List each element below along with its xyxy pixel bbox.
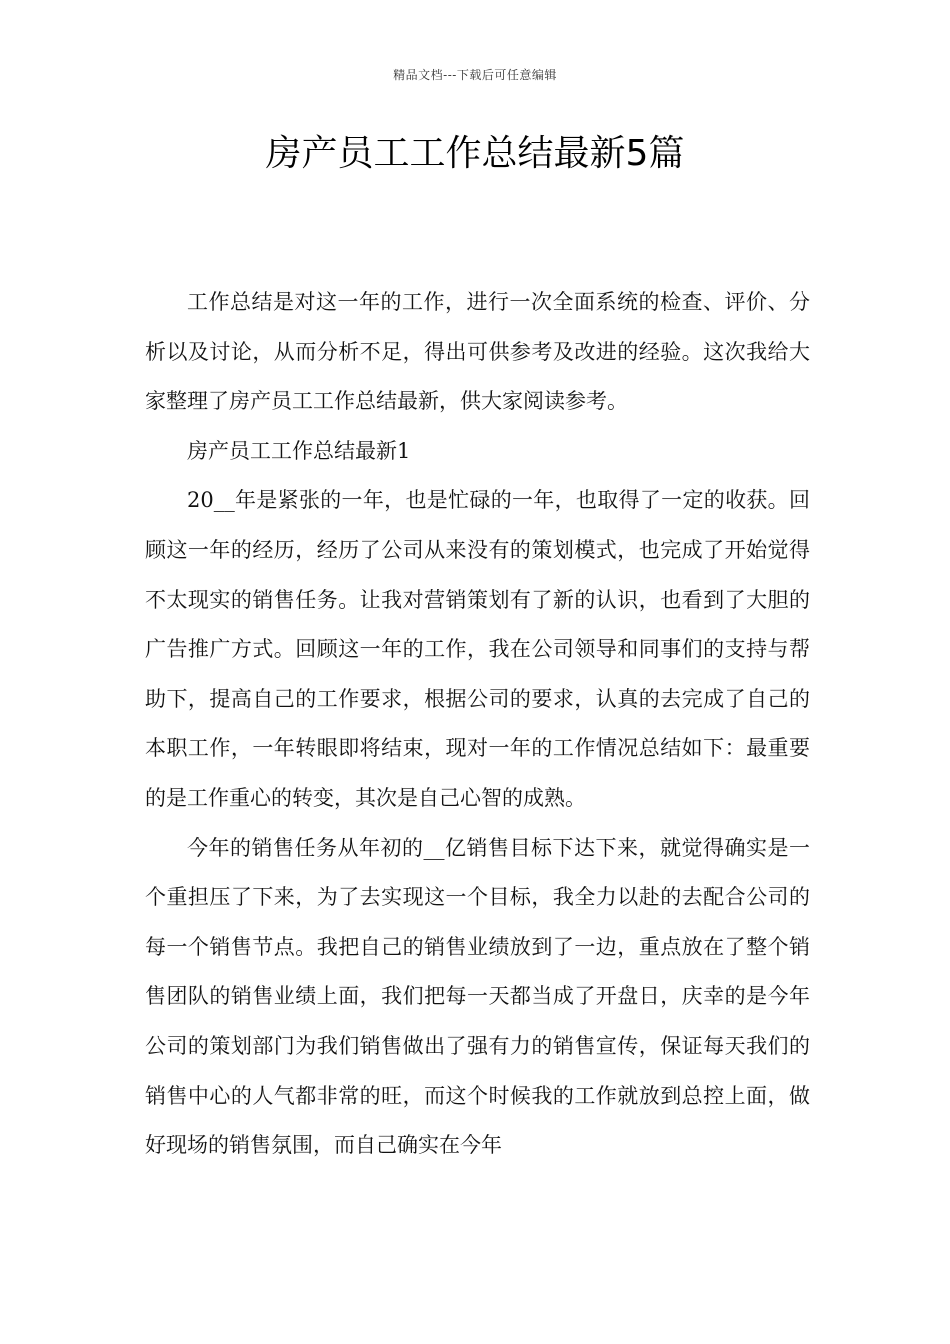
document-title: 房产员工工作总结最新5篇 (265, 133, 685, 174)
body-paragraph: 今年的销售任务从年初的__亿销售目标下达下来，就觉得确实是一个重担压了下来，为了去实现这一个目标，我全力以赴的去配合公司的每一个销售节点。我把自己的销售业绩放到了一边，重点放在了整个销售团队的销售业绩上面，我们把每一天都当成了开盘日，庆幸的是今年公司的策划部门为我们销售做出了强有力的销售宣传，保证每天我们的销售中心的人气都非常的旺，而这个时候我的工作就放到总控上面，做好现场的销售氛围，而自己确实在今年 (145, 835, 810, 1158)
body-paragraph: 20__年是紧张的一年，也是忙碌的一年，也取得了一定的收获。回顾这一年的经历，经历了公司从来没有的策划模式，也完成了开始觉得不太现实的销售任务。让我对营销策划有了新的认识，也看到了大胆的广告推广方式。回顾这一年的工作，我在公司领导和同事们的支持与帮助下，提高自己的工作要求，根据公司的要求，认真的去完成了自己的本职工作，一年转眼即将结束，现对一年的工作情况总结如下：最重要的是工作重心的转变，其次是自己心智的成熟。 (145, 488, 810, 810)
section-heading: 房产员工工作总结最新1 (187, 438, 411, 463)
document-body (145, 278, 810, 1171)
intro-paragraph: 工作总结是对这一年的工作，进行一次全面系统的检查、评价、分析以及讨论，从而分析不足，得出可供参考及改进的经验。这次我给大家整理了房产员工工作总结最新，供大家阅读参考。 (145, 290, 810, 414)
header-note: 精品文档---下载后可任意编辑 (393, 68, 557, 82)
